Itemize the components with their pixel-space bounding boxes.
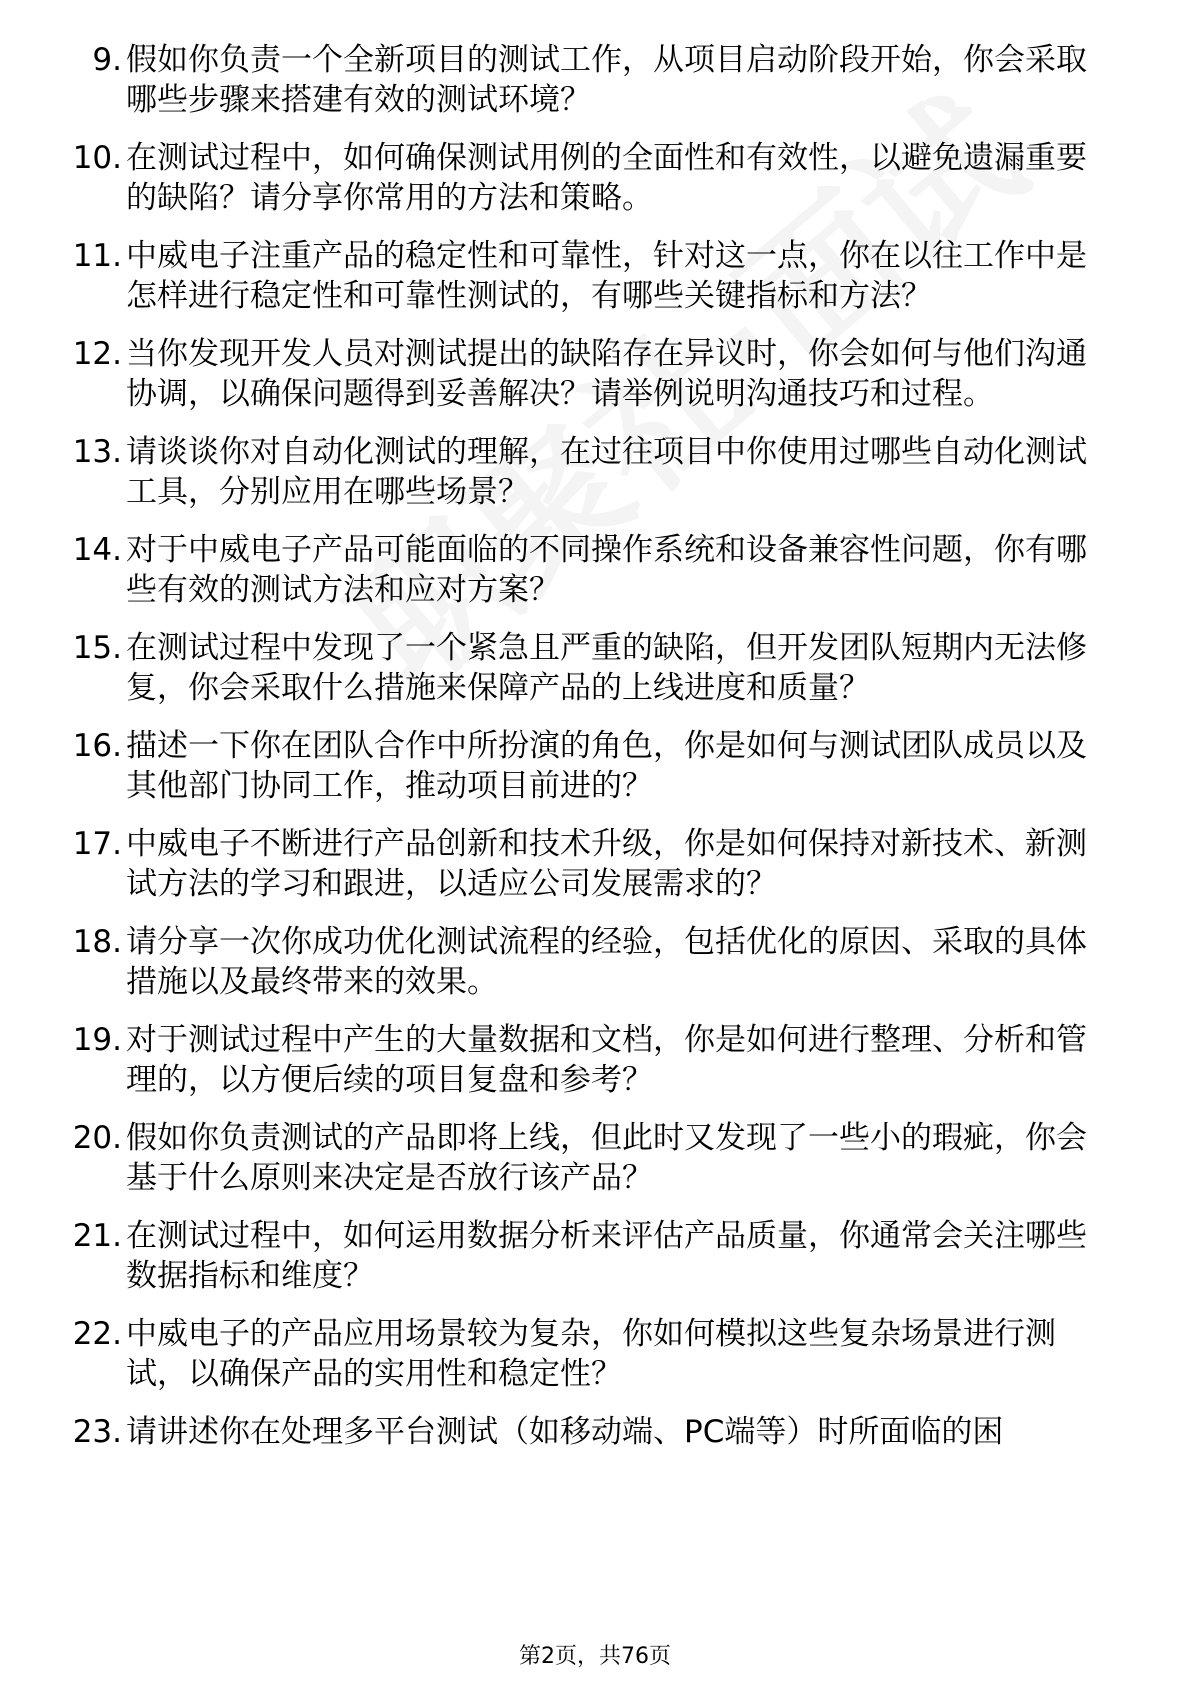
question-text: 假如你负责测试的产品即将上线，但此时又发现了一些小的瑕疵，你会基于什么原则来决定是否放行该产品？ [126, 1120, 1087, 1196]
question-text: 请分享一次你成功优化测试流程的经验，包括优化的原因、采取的具体措施以及最终带来的效果。 [126, 924, 1087, 1000]
question-text: 对于测试过程中产生的大量数据和文档，你是如何进行整理、分析和管理的，以方便后续的项目复盘和参考？ [126, 1022, 1087, 1098]
question-number: 16. [72, 728, 122, 764]
question-item [0, 1118, 1190, 1198]
question-number: 19. [72, 1022, 122, 1058]
question-number: 13. [72, 434, 122, 470]
question-item [0, 922, 1190, 1002]
question-number: 14. [72, 532, 122, 568]
question-number: 9. [92, 42, 122, 78]
question-number: 17. [72, 826, 122, 862]
question-text: 请谈谈你对自动化测试的理解，在过往项目中你使用过哪些自动化测试工具，分别应用在哪些场景？ [126, 434, 1087, 510]
question-text: 对于中威电子产品可能面临的不同操作系统和设备兼容性问题，你有哪些有效的测试方法和应对方案？ [126, 532, 1087, 608]
question-text: 在测试过程中，如何确保测试用例的全面性和有效性，以避免遗漏重要的缺陷？请分享你常用的方法和策略。 [126, 140, 1087, 216]
question-number: 22. [72, 1316, 122, 1352]
question-text: 中威电子不断进行产品创新和技术升级，你是如何保持对新技术、新测试方法的学习和跟进，以适应公司发展需求的？ [126, 826, 1087, 902]
page-footer: 第2页，共76页 [519, 1644, 671, 1669]
question-text: 请讲述你在处理多平台测试（如移动端、PC端等）时所面临的困 [126, 1414, 1004, 1450]
question-text: 中威电子的产品应用场景较为复杂，你如何模拟这些复杂场景进行测试，以确保产品的实用性和稳定性？ [126, 1316, 1056, 1392]
question-number: 21. [72, 1218, 122, 1254]
question-number: 10. [72, 140, 122, 176]
question-item [0, 138, 1190, 218]
question-item [0, 726, 1190, 806]
question-text: 假如你负责一个全新项目的测试工作，从项目启动阶段开始，你会采取哪些步骤来搭建有效的测试环境？ [126, 42, 1087, 118]
question-item [0, 1020, 1190, 1100]
question-item [0, 1314, 1190, 1394]
question-number: 11. [72, 238, 122, 274]
question-number: 18. [72, 924, 122, 960]
question-list [0, 40, 1190, 1470]
question-text: 当你发现开发人员对测试提出的缺陷存在异议时，你会如何与他们沟通协调，以确保问题得到妥善解决？请举例说明沟通技巧和过程。 [126, 336, 1087, 412]
question-number: 20. [72, 1120, 122, 1156]
question-item [0, 334, 1190, 414]
question-text: 中威电子注重产品的稳定性和可靠性，针对这一点，你在以往工作中是怎样进行稳定性和可靠性测试的，有哪些关键指标和方法？ [126, 238, 1087, 314]
question-item [0, 40, 1190, 120]
question-number: 15. [72, 630, 122, 666]
question-item [0, 530, 1190, 610]
question-text: 在测试过程中发现了一个紧急且严重的缺陷，但开发团队短期内无法修复，你会采取什么措施来保障产品的上线进度和质量？ [126, 630, 1087, 706]
question-text: 在测试过程中，如何运用数据分析来评估产品质量，你通常会关注哪些数据指标和维度？ [126, 1218, 1087, 1294]
question-number: 23. [72, 1414, 122, 1450]
question-text: 描述一下你在团队合作中所扮演的角色，你是如何与测试团队成员以及其他部门协同工作，推动项目前进的？ [126, 728, 1087, 804]
question-item [0, 432, 1190, 512]
question-item [0, 1216, 1190, 1296]
question-item [0, 236, 1190, 316]
question-item [0, 628, 1190, 708]
question-item [0, 824, 1190, 904]
question-number: 12. [72, 336, 122, 372]
question-item [0, 1412, 1190, 1452]
